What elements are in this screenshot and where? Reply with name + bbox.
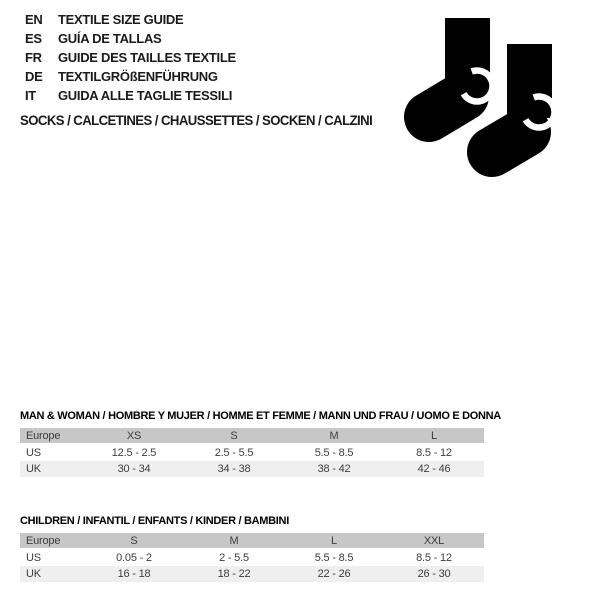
language-code: IT [25, 88, 36, 103]
socks-icon [395, 0, 575, 190]
language-code: ES [25, 31, 42, 46]
table-header-row [20, 428, 484, 444]
language-label: GUIDE DES TAILLES TEXTILE [58, 50, 236, 65]
size-value: 16 - 18 [117, 568, 151, 580]
language-label: GUÍA DE TALLAS [58, 31, 162, 46]
table-header-row [20, 533, 484, 549]
language-row-de [25, 67, 236, 86]
row-label: US [26, 447, 41, 459]
size-table-man-woman [20, 410, 501, 477]
column-header-size: XS [84, 428, 184, 444]
category-title: SOCKS / CALCETINES / CHAUSSETTES / SOCKEN / CALZINI [20, 112, 373, 128]
row-label: UK [26, 568, 41, 580]
size-value: 5.5 - 8.5 [314, 447, 354, 459]
language-label: GUIDA ALLE TAGLIE TESSILI [58, 88, 233, 103]
language-row-fr [25, 48, 236, 67]
column-header-size: M [284, 428, 384, 444]
language-label: TEXTILGRÖßENFÜHRUNG [58, 69, 218, 84]
column-header-region: Europe [20, 533, 84, 549]
language-row-en [25, 10, 236, 29]
column-header-size: S [84, 533, 184, 549]
size-value: 22 - 26 [317, 568, 351, 580]
size-table [20, 428, 484, 477]
language-row-es [25, 29, 236, 48]
size-value: 12.5 - 2.5 [111, 447, 157, 459]
table-row-uk [20, 566, 484, 582]
table-title: CHILDREN / INFANTIL / ENFANTS / KINDER / BAMBINI [20, 515, 289, 527]
size-value: 2.5 - 5.5 [214, 447, 254, 459]
column-header-size: S [184, 428, 284, 444]
language-code: DE [25, 69, 43, 84]
column-header-size: M [184, 533, 284, 549]
size-value: 8.5 - 12 [416, 447, 452, 459]
column-header-size: L [384, 428, 484, 444]
size-value: 34 - 38 [217, 463, 251, 475]
column-header-size: XXL [384, 533, 484, 549]
size-value: 0.05 - 2 [116, 552, 152, 564]
column-header-region: Europe [20, 428, 84, 444]
table-row-uk [20, 461, 484, 477]
size-table [20, 533, 484, 582]
size-value: 8.5 - 12 [416, 552, 452, 564]
size-value: 26 - 30 [417, 568, 451, 580]
language-list [25, 10, 236, 105]
language-label: TEXTILE SIZE GUIDE [58, 12, 184, 27]
size-value: 2 - 5.5 [219, 552, 249, 564]
row-label: UK [26, 463, 41, 475]
language-code: EN [25, 12, 43, 27]
size-value: 38 - 42 [317, 463, 351, 475]
size-value: 5.5 - 8.5 [314, 552, 354, 564]
table-title: MAN & WOMAN / HOMBRE Y MUJER / HOMME ET FEMME / MANN UND FRAU / UOMO E DONNA [20, 410, 501, 422]
size-value: 18 - 22 [217, 568, 251, 580]
size-value: 30 - 34 [117, 463, 151, 475]
table-row-us [20, 444, 484, 461]
language-row-it [25, 86, 236, 105]
size-value: 42 - 46 [417, 463, 451, 475]
table-row-us [20, 549, 484, 566]
language-code: FR [25, 50, 42, 65]
size-table-children [20, 515, 484, 582]
row-label: US [26, 552, 41, 564]
column-header-size: L [284, 533, 384, 549]
